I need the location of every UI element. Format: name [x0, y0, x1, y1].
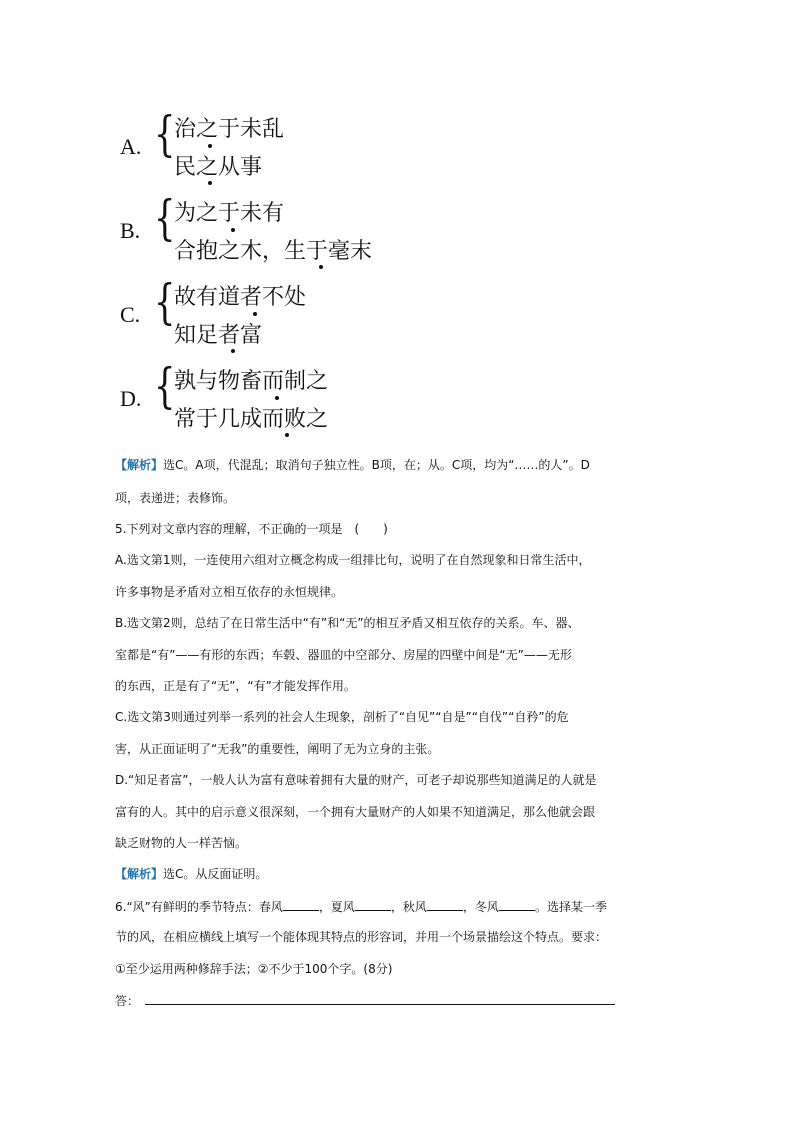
- q5-option-a: A.选文第1则，一连使用六组对立概念构成一组排比句，说明了在自然现象和日常生活中，: [115, 553, 591, 567]
- answer-blank[interactable]: [145, 993, 615, 1005]
- emphasis-dot: [275, 396, 279, 400]
- q6-text: ，秋风: [390, 900, 427, 914]
- question-6-line1: [115, 899, 685, 914]
- analysis-line: [115, 867, 685, 881]
- fill-blank-autumn[interactable]: [427, 899, 463, 911]
- emphasis-dot: [231, 228, 235, 232]
- brace: {: [154, 274, 176, 330]
- q5-option-a: 许多事物是矛盾对立相互依存的永恒规律。: [115, 585, 344, 599]
- q5-option-d: 缺乏财物的人一样苦恼。: [115, 836, 248, 850]
- option-a-letter: A.: [120, 134, 142, 159]
- q6-text: ，夏风: [318, 900, 355, 914]
- q5-option-c: 害，从正面证明了“无我”的重要性，阐明了无为立身的主张。: [115, 742, 440, 756]
- analysis-line: 项，表递进；表修饰。: [115, 491, 236, 505]
- answer-label: 答：: [115, 994, 140, 1008]
- option-d-line1: 孰与物畜而制之: [174, 369, 329, 394]
- option-c-line2: 知足者富: [174, 323, 263, 348]
- analysis-tag: 【解析】: [115, 867, 164, 881]
- emphasis-dot: [285, 433, 289, 437]
- option-c-line1: 故有道者不处: [174, 285, 307, 310]
- fill-blank-winter[interactable]: [499, 899, 535, 911]
- q5-option-b: B.选文第2则，总结了在日常生活中“有”和“无”的相互矛盾又相互依存的关系。车、器、: [115, 616, 580, 630]
- option-b-line2: 合抱之木，生于毫末: [174, 239, 373, 264]
- brace: {: [154, 106, 176, 162]
- question-6-line2: 节的风，在相应横线上填写一个能体现其特点的形容词，并用一个场景描绘这个特点。要求：: [115, 930, 608, 944]
- option-d-letter: D.: [120, 386, 142, 411]
- brace: {: [154, 190, 176, 246]
- emphasis-dot: [319, 265, 323, 269]
- option-c-letter: C.: [120, 302, 141, 327]
- q6-text: ，冬风: [462, 900, 499, 914]
- q5-option-d: 富有的人。其中的启示意义很深刻，一个拥有大量财产的人如果不知道满足，那么他就会跟: [115, 805, 596, 819]
- question-5-stem: 5.下列对文章内容的理解，不正确的一项是 ( ): [115, 522, 388, 536]
- option-d-line2: 常于几成而败之: [174, 407, 329, 432]
- q6-text: 6.“风”有鲜明的季节特点：春风: [115, 900, 283, 914]
- fill-blank-spring[interactable]: [283, 899, 319, 911]
- q5-option-d: D.“知足者富”，一般人认为富有意味着拥有大量的财产，可老子却说那些知道满足的人就是: [115, 773, 597, 787]
- emphasis-dot: [208, 181, 212, 185]
- answer-line: [115, 993, 685, 1008]
- brace: {: [154, 358, 176, 414]
- q6-text: 。选择某一季: [534, 900, 607, 914]
- option-a-line2: 民之从事: [174, 155, 263, 180]
- emphasis-dot: [208, 144, 212, 148]
- analysis-tag: 【解析】: [115, 458, 164, 472]
- emphasis-dot: [253, 312, 257, 316]
- analysis-text: 选C。从反面证明。: [163, 867, 268, 881]
- option-b-letter: B.: [120, 218, 141, 243]
- emphasis-dot: [231, 349, 235, 353]
- q5-option-b: 室都是“有”——有形的东西；车毂、器皿的中空部分、房屋的四壁中间是“无”——无形: [115, 648, 572, 662]
- fill-blank-summer[interactable]: [355, 899, 391, 911]
- analysis-text: 选C。A项，代混乱；取消句子独立性。B项，在；从。C项，均为“……的人”。D: [163, 458, 590, 472]
- q5-option-c: C.选文第3则通过列举一系列的社会人生现象，剖析了“自见”“自是”“自伐”“自矜”的危: [115, 710, 569, 724]
- option-b-line1: 为之于未有: [174, 201, 285, 226]
- analysis-line: [115, 458, 685, 472]
- q5-option-b: 的东西，正是有了“无”，“有”才能发挥作用。: [115, 679, 356, 693]
- question-6-line3: ①至少运用两种修辞手法；②不少于100个字。(8分): [115, 962, 393, 976]
- option-a-line1: 治之于未乱: [174, 117, 285, 142]
